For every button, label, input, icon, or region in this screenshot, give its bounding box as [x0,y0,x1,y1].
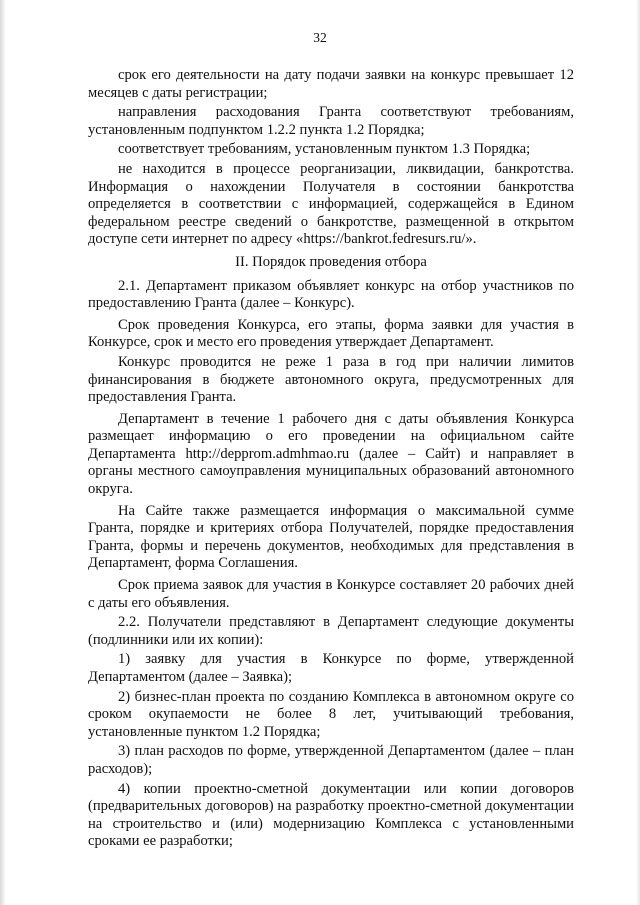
paragraph: 2.1. Департамент приказом объявляет конкурс на отбор участников по предоставлению Гранта (далее – Конкурс). [88,277,574,312]
paragraph: Департамент в течение 1 рабочего дня с даты объявления Конкурса размещает информацию о его проведении на официальном сайте Департамента http://depprom.admhmao.ru (далее – Сайт) и направляет в органы местного самоуправления муниципальных образований автономного округа. [88,410,574,498]
paragraph: не находится в процессе реорганизации, ликвидации, банкротства. Информация о нахождении Получателя в состоянии банкротства определяется в соответствии с информацией, содержащейся в Едином федеральном реестре сведений о банкротстве, размещенной в открытом доступе сети интернет по адресу «https://bankrot.fedresurs.ru/». [88,160,574,248]
scan-left-edge [0,0,6,905]
list-item: 4) копии проектно-сметной документации или копии договоров (предварительных договоров) на разработку проектно-сметной документации на строительство и (или) модернизацию Комплекса с установленными сроками ее разработки; [88,780,574,850]
paragraph: Конкурс проводится не реже 1 раза в год при наличии лимитов финансирования в бюджете автономного округа, предусмотренных для предоставления Гранта. [88,353,574,406]
list-item: 3) план расходов по форме, утвержденной Департаментом (далее – план расходов); [88,743,574,777]
paragraph: Срок приема заявок для участия в Конкурсе составляет 20 рабочих дней с даты его объявления. [88,577,574,611]
page-number: 32 [313,30,327,45]
paragraph: Срок проведения Конкурса, его этапы, форма заявки для участия в Конкурсе, срок и место его проведения утверждает Департамент. [88,316,574,351]
scan-right-edge [636,0,640,905]
paragraph: На Сайте также размещается информация о максимальной сумме Гранта, порядке и критериях отбора Получателей, порядке предоставления Гранта, формы и перечень документов, необходимых для представления в Департамент, форма Соглашения. [88,502,574,572]
paragraph: 2.2. Получатели представляют в Департамент следующие документы (подлинники или их копии): [88,614,574,648]
paragraph: направления расходования Гранта соответствуют требованиям, установленным подпунктом 1.2.2 пункта 1.2 Порядка; [88,104,574,138]
list-item: 2) бизнес-план проекта по созданию Комплекса в автономном округе со сроком окупаемости не более 8 лет, учитывающий требования, установленные пунктом 1.2 Порядка; [88,688,574,740]
document-body [88,67,574,851]
section-heading: II. Порядок проведения отбора [235,253,427,270]
paragraph: соответствует требованиям, установленным пунктом 1.3 Порядка; [118,141,531,158]
paragraph: срок его деятельности на дату подачи заявки на конкурс превышает 12 месяцев с даты регистрации; [88,67,574,101]
list-item: 1) заявку для участия в Конкурсе по форме, утвержденной Департаментом (далее – Заявка); [88,651,574,685]
